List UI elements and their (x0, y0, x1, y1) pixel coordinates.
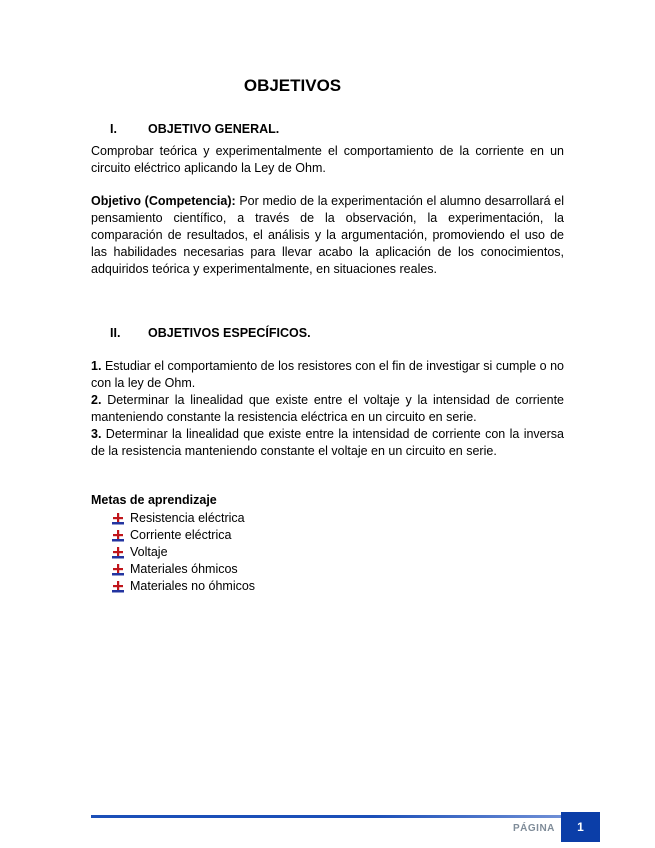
goal-label: Resistencia eléctrica (130, 511, 245, 525)
list-item (112, 527, 255, 544)
list-item (112, 561, 255, 578)
item-number: 1. (91, 359, 102, 373)
section-title: OBJETIVOS ESPECÍFICOS. (148, 326, 311, 340)
list-item (112, 544, 255, 561)
learning-goals-title: Metas de aprendizaje (91, 493, 217, 507)
item-text: Determinar la linealidad que existe entre el voltaje y la intensidad de corriente manteniendo constante la resistencia eléctrica en un circuito en serie. (91, 393, 564, 424)
goal-label: Voltaje (130, 545, 168, 559)
plus-arrow-bullet-icon (112, 564, 124, 576)
section-title: OBJETIVO GENERAL. (148, 122, 280, 136)
goal-label: Materiales no óhmicos (130, 579, 256, 593)
goal-label: Materiales óhmicos (130, 562, 238, 576)
goal-label: Corriente eléctrica (130, 528, 232, 542)
page-number-badge (561, 812, 600, 842)
plus-arrow-bullet-icon (112, 513, 124, 525)
plus-arrow-bullet-icon (112, 530, 124, 542)
item-number: 3. (91, 427, 102, 441)
competency-label: Objetivo (Competencia): (91, 194, 236, 208)
footer-page-label: PÁGINA (513, 823, 555, 834)
competency-paragraph (91, 193, 564, 278)
item-text: Determinar la linealidad que existe entre la intensidad de corriente con la inversa de la resistencia manteniendo constante el voltaje en un circuito en serie. (91, 427, 564, 458)
section-number: I. (110, 122, 117, 136)
specific-objective-item (91, 426, 564, 460)
competency-text: Por medio de la experimentación el alumno desarrollará el pensamiento científico, a través de la observación, la experimentación, la comparación de resultados, el análisis y la argumentación, promoviendo el uso de las habilidades necesarias para llevar acabo la aplicación de los conocimientos, adquiridos teórica y experimentalmente, en situaciones reales. (91, 194, 564, 276)
page-title: OBJETIVOS (243, 76, 342, 95)
general-objective-paragraph: Comprobar teórica y experimentalmente el comportamiento de la corriente en un circuito eléctrico aplicando la Ley de Ohm. (91, 144, 564, 175)
specific-objective-item (91, 358, 564, 392)
item-text: Estudiar el comportamiento de los resistores con el fin de investigar si cumple o no con la ley de Ohm. (91, 359, 564, 390)
list-item (112, 578, 255, 595)
footer-divider (91, 815, 561, 818)
learning-goals-list (112, 510, 255, 595)
specific-objectives-list (91, 358, 564, 460)
plus-arrow-bullet-icon (112, 547, 124, 559)
section-number: II. (110, 326, 121, 340)
page-number: 1 (577, 820, 584, 834)
section-heading-general (110, 122, 279, 136)
list-item (112, 510, 255, 527)
plus-arrow-bullet-icon (112, 581, 124, 593)
section-heading-specific (110, 326, 311, 340)
specific-objective-item (91, 392, 564, 426)
item-number: 2. (91, 393, 102, 407)
